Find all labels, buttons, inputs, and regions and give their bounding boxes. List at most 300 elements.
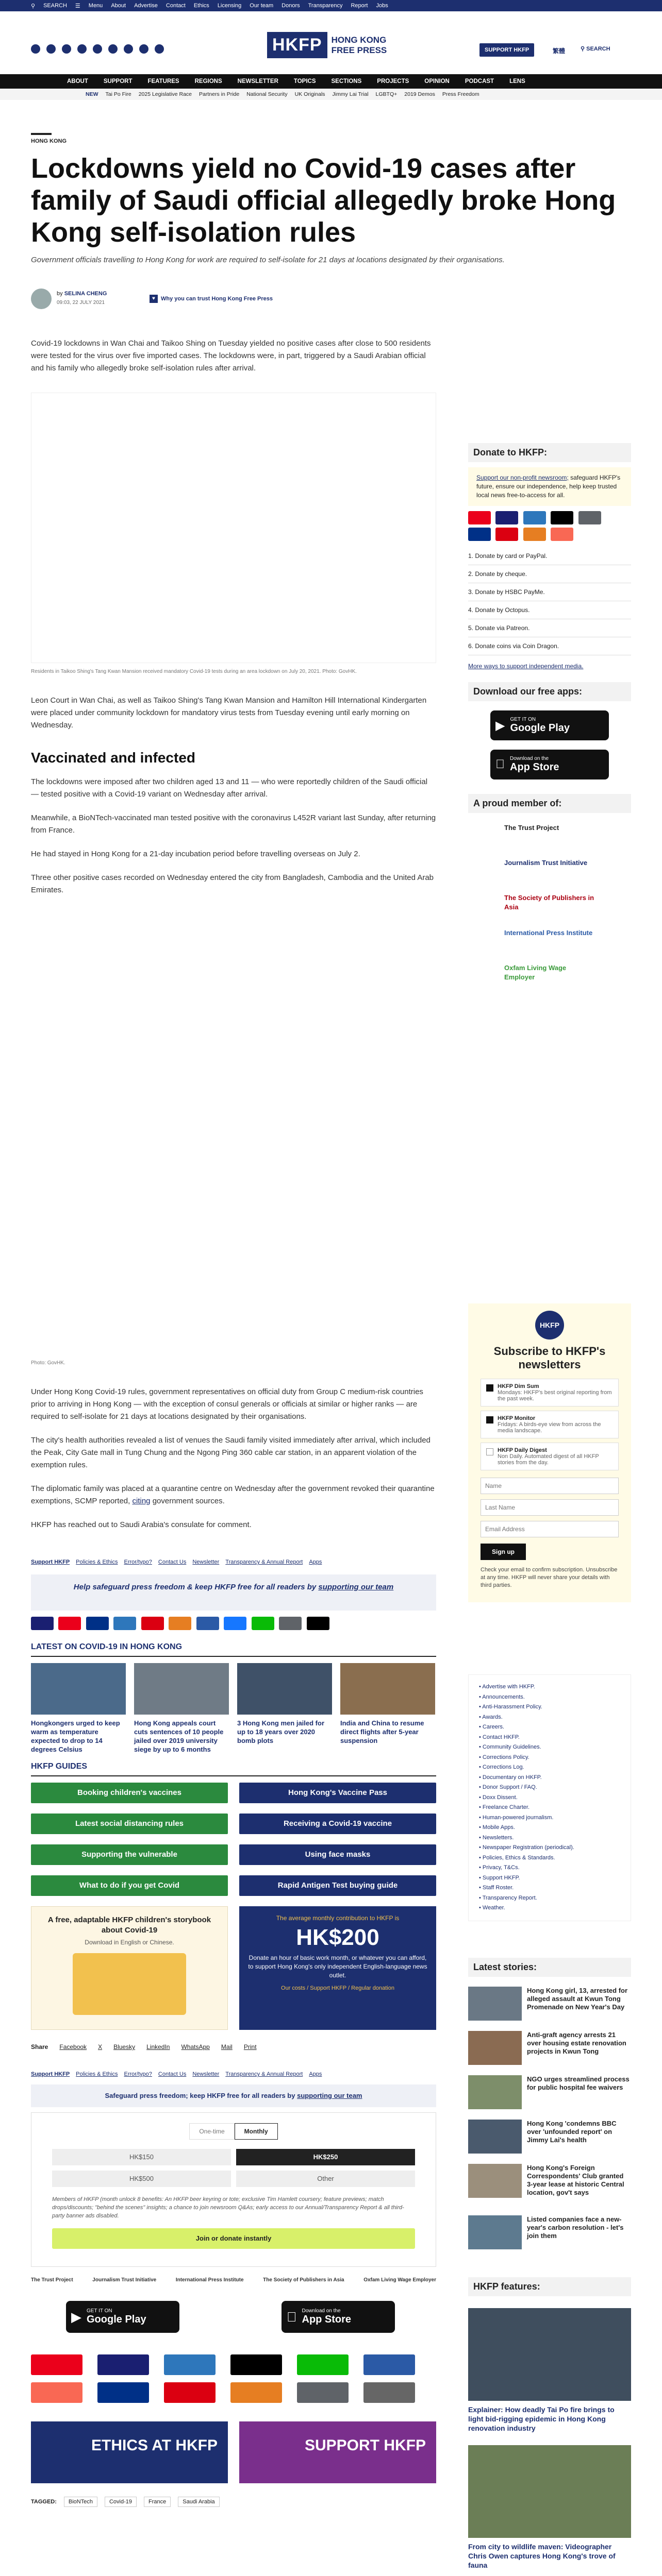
support-hkfp-button[interactable]: SUPPORT HKFP [479, 43, 534, 57]
story-title: 3 Hong Kong men jailed for up to 18 years over 2020 bomb plots [237, 1719, 325, 1744]
logo-mark: HKFP [267, 32, 327, 58]
new-badge: NEW [86, 91, 98, 97]
nav-item[interactable]: PODCAST [465, 78, 494, 84]
footer-link[interactable]: Contact Us [158, 2071, 187, 2077]
tag-chip[interactable]: France [144, 2497, 171, 2507]
article-date: 09:03, 22 JULY 2021 [57, 300, 105, 306]
latest-covid-heading: LATEST ON COVID-19 IN HONG KONG [31, 1642, 436, 1657]
article-body [31, 337, 436, 375]
story-thumbnail [468, 1987, 522, 2021]
latest-stories [468, 1987, 631, 2252]
linkedin-icon[interactable] [108, 44, 118, 54]
story-thumbnail [237, 1663, 332, 1715]
latest-story[interactable] [468, 2215, 631, 2252]
article-rule [31, 133, 52, 135]
google-play-button[interactable]: ▶ GET IT ON Google Play [66, 2301, 179, 2333]
footer-link[interactable]: Newsletter [192, 1559, 220, 1565]
section-heading: Vaccinated and infected [31, 750, 195, 766]
amount-option[interactable]: Other [236, 2171, 415, 2187]
top-utility-bar [0, 0, 662, 11]
story-title: Hong Kong appeals court cuts sentences of 10 people jailed over 2019 university siege by up to 6 months [134, 1719, 224, 1753]
main-nav [0, 74, 662, 89]
mastercard-icon [58, 1617, 81, 1630]
paragraph: Covid-19 lockdowns in Wan Chai and Taikoo Shing on Tuesday yielded no positive cases after close to 500 residents were tested for the virus over five imported cases. The lockdowns were, in part, triggered by a Saudi Arabian official and his family who allegedly broke self-isolation rules after arrival. [31, 339, 431, 372]
footer-member-logos [31, 2277, 436, 2283]
oxfam-logo[interactable]: Oxfam Living Wage Employer [504, 964, 567, 981]
sidebar-menu-list [479, 1682, 620, 1913]
frequency-tabs [52, 2123, 415, 2140]
article-photo-1 [31, 393, 436, 663]
story-title: Hong Kong girl, 13, arrested for alleged assault at Kwun Tong Promenade on New Year's Day [527, 1987, 628, 2011]
feature-title: From city to wildlife maven: Videographer Chris Owen captures Hong Kong's trove of fauna [468, 2543, 616, 2569]
amex-icon [523, 511, 546, 524]
sidebar-menu-link[interactable]: • Contact HKFP. [479, 1734, 520, 1740]
sidebar-menu-link[interactable]: • Freelance Charter. [479, 1804, 530, 1810]
newsletter-fine-print: Check your email to confirm subscription. Unsubscribe at any time. HKFP will never share your details with third parties. [481, 1567, 618, 1588]
trending-item[interactable]: 2019 Demos [404, 91, 435, 97]
amex-icon [113, 1617, 136, 1630]
story-thumbnail [468, 2215, 522, 2249]
jti-logo[interactable]: Journalism Trust Initiative [504, 859, 588, 867]
footer-link[interactable]: Policies & Ethics [76, 1559, 118, 1565]
story-card[interactable] [31, 1663, 126, 1754]
guide-button[interactable]: Booking children's vaccines [31, 1783, 228, 1803]
latest-story[interactable] [468, 2075, 631, 2112]
sidebar-menu-link[interactable]: • Newspaper Registration (periodical). [479, 1844, 574, 1851]
paragraph: The lockdowns were imposed after two children aged 13 and 11 — who were reportedly children of the Saudi official — tested positive with a Covid-19 variant on Wednesday after arrival. [31, 777, 428, 799]
ethics-banner[interactable]: ETHICS AT HKFP [31, 2421, 228, 2483]
sopa-logo[interactable]: The Society of Publishers in Asia [263, 2277, 344, 2283]
story-title: NGO urges streamlined process for public hospital fee waivers [527, 2075, 630, 2091]
payme-icon [164, 2382, 216, 2403]
gpay-icon [279, 1617, 302, 1630]
trending-item[interactable]: LGBTQ+ [375, 91, 398, 97]
newsletter-box [468, 1303, 631, 1602]
paragraph: The city's health authorities revealed a list of venues the Saudi family visited immediately after arrival, which included the Peak, City Gate mall in Tung Chung and the Ngong Ping 360 cable car station, in an apparent violation of the exemption rules. [31, 1436, 431, 1469]
paragraph: Leon Court in Wan Chai, as well as Taikoo Shing's Tang Kwan Mansion and Hamilton Hill International Kindergarten were placed under community lockdown for mandatory virus tests from Tuesday evening until early morning on Wednesday. [31, 696, 427, 730]
storybook-promo[interactable] [31, 1906, 228, 2030]
top-link[interactable]: Contact [166, 3, 186, 9]
footer-link[interactable]: Policies & Ethics [76, 2071, 118, 2077]
story-title: Hongkongers urged to keep warm as temperature expected to drop to 14 degrees Celsius [31, 1719, 120, 1753]
sidebar-menu-link[interactable]: • Corrections Log. [479, 1764, 524, 1770]
promo-sub: Download in English or Chinese. [85, 1939, 174, 1946]
amount-option-selected[interactable]: HK$250 [236, 2149, 415, 2165]
top-link[interactable]: Jobs [376, 3, 388, 9]
donate-method[interactable]: 6. Donate coins via Coin Dragon. [468, 637, 631, 655]
patreon-icon [31, 2382, 82, 2403]
story-card[interactable] [237, 1663, 332, 1754]
applepay-icon [307, 1617, 329, 1630]
octopus-icon [169, 1617, 191, 1630]
footer-link[interactable]: Transparency & Annual Report [225, 1559, 303, 1565]
promo-top: The average monthly contribution to HKFP is [276, 1914, 400, 1922]
paypal-icon [97, 2382, 149, 2403]
latest-story[interactable] [468, 2120, 631, 2157]
donate-method[interactable]: 1. Donate by card or PayPal. [468, 547, 631, 565]
checkbox-checked-icon[interactable] [486, 1416, 493, 1423]
instagram-icon[interactable] [62, 44, 71, 54]
nav-item[interactable]: FEATURES [147, 78, 179, 84]
paragraph: He had stayed in Hong Kong for a 21-day incubation period before travelling overseas on July 2. [31, 850, 360, 858]
newsletter-title: Subscribe to HKFP's newsletters [493, 1345, 606, 1371]
donate-method[interactable]: 3. Donate by HSBC PayMe. [468, 583, 631, 601]
top-link[interactable]: Report [351, 3, 368, 9]
newsletter-option[interactable]: HKFP Dim Sum Mondays: HKFP's best original reporting from the past week. [481, 1379, 619, 1406]
top-link[interactable]: Transparency [308, 3, 343, 9]
jti-logo[interactable]: Journalism Trust Initiative [92, 2277, 157, 2283]
paragraph: The diplomatic family was placed at a quarantine centre on Wednesday after the government revoked their quarantine exemptions, SCMP reported, citing government sources. [31, 1484, 435, 1505]
article-footer-links-2 [31, 2071, 436, 2077]
newsletter-logo: HKFP [535, 1311, 564, 1340]
nav-item[interactable]: LENS [509, 78, 525, 84]
trending-item[interactable]: Tai Po Fire [105, 91, 131, 97]
trending-bar [0, 89, 662, 100]
guide-button[interactable]: Receiving a Covid-19 vaccine [239, 1814, 436, 1834]
fps-icon [363, 2354, 415, 2375]
story-title: India and China to resume direct flights after 5-year suspension [340, 1719, 424, 1744]
share-print[interactable]: Print [243, 2043, 257, 2050]
sidebar-menu-link[interactable]: • Advertise with HKFP. [479, 1684, 535, 1690]
article-footer-links [31, 1559, 436, 1565]
sidebar-menu-link[interactable]: • Announcements. [479, 1693, 525, 1700]
trust-strip[interactable]: ♥ Why you can trust Hong Kong Free Press [150, 295, 273, 303]
nav-item[interactable]: REGIONS [194, 78, 222, 84]
latest-story[interactable] [468, 1987, 631, 2024]
ipi-logo[interactable]: International Press Institute [175, 2277, 244, 2283]
trust-project-logo[interactable]: The Trust Project [504, 824, 559, 832]
tab-one-time[interactable]: One-time [189, 2123, 234, 2140]
storybook-illustration [73, 1953, 186, 2015]
guides-grid [31, 1783, 436, 1896]
article-body [31, 1386, 436, 1531]
support-banner[interactable]: SUPPORT HKFP [239, 2421, 436, 2483]
story-thumbnail [31, 1663, 126, 1715]
donate-payment-logos [468, 511, 631, 542]
wechat-pay-icon [252, 1617, 274, 1630]
story-card[interactable] [134, 1663, 229, 1754]
paypal-icon [468, 528, 491, 541]
latest-story[interactable] [468, 2164, 631, 2208]
sidebar [468, 443, 631, 994]
apps-heading: Download our free apps: [468, 682, 631, 701]
payme-icon [495, 528, 518, 541]
mastercard-icon [468, 511, 491, 524]
share-whatsapp[interactable]: WhatsApp [181, 2043, 210, 2050]
amount-option[interactable]: HK$150 [52, 2149, 231, 2165]
nav-item[interactable]: PROJECTS [377, 78, 409, 84]
amex-icon [164, 2354, 216, 2375]
guide-button[interactable]: What to do if you get Covid [31, 1875, 228, 1896]
social-icons [31, 44, 164, 54]
bluesky-icon[interactable] [139, 44, 148, 54]
payment-logos [31, 1617, 436, 1632]
story-title: Hong Kong's Foreign Correspondents' Club granted 3-year lease at historic Central location, gov't says [527, 2164, 624, 2196]
donate-method[interactable]: 2. Donate by cheque. [468, 565, 631, 583]
features-list [468, 2308, 631, 2576]
share-mail[interactable]: Mail [221, 2043, 233, 2050]
visa-icon [31, 1617, 54, 1630]
sidebar-menu-link[interactable]: • Mobile Apps. [479, 1824, 515, 1831]
wechat-pay-icon [297, 2354, 349, 2375]
top-link[interactable]: Licensing [217, 3, 242, 9]
nav-item[interactable]: OPINION [424, 78, 450, 84]
search-icon[interactable]: ⚲ [31, 3, 36, 9]
story-thumbnail [468, 2075, 522, 2109]
payment-logos-2 [31, 2354, 436, 2403]
top-link[interactable]: Donors [282, 3, 300, 9]
guide-button[interactable]: Rapid Antigen Test buying guide [239, 1875, 436, 1896]
sidebar-menu-link[interactable]: • Doxx Dissent. [479, 1794, 518, 1801]
first-name-input[interactable] [481, 1478, 619, 1494]
patreon-icon [551, 528, 573, 541]
donate-widget [31, 2112, 436, 2267]
paypal-icon [86, 1617, 109, 1630]
donate-methods [468, 547, 631, 655]
google-play-button[interactable]: ▶ GET IT ON Google Play [490, 710, 609, 740]
feature-image [468, 2308, 631, 2401]
footer-link[interactable]: Support HKFP [31, 2071, 70, 2077]
promo-link[interactable]: Our costs / Support HKFP / Regular donation [281, 1985, 394, 1991]
trending-item[interactable]: 2025 Legislative Race [138, 91, 192, 97]
guide-button[interactable]: Supporting the vulnerable [31, 1844, 228, 1865]
newsletter-option[interactable]: HKFP Monitor Fridays: A birds-eye view from across the media landscape. [481, 1411, 619, 1438]
story-card[interactable] [340, 1663, 435, 1754]
footer-link[interactable]: Error/typo? [124, 1559, 152, 1565]
top-link[interactable]: Menu [88, 3, 103, 9]
sidebar-menu-link[interactable]: • Careers. [479, 1724, 505, 1730]
sidebar-menu-link[interactable]: • Awards. [479, 1714, 503, 1720]
promo-amount: HK$200 [296, 1925, 379, 1950]
top-link[interactable]: Our team [250, 3, 274, 9]
author-name[interactable]: SELINA CHENG [64, 291, 107, 297]
ipi-logo[interactable]: International Press Institute [504, 929, 593, 937]
contribution-promo[interactable] [239, 1906, 436, 2030]
story-thumbnail [468, 2120, 522, 2154]
language-switch[interactable]: 繁體 [553, 47, 566, 55]
sidebar-menu-link[interactable]: • Donor Support / FAQ. [479, 1784, 537, 1790]
latest-heading: Latest stories: [468, 1958, 631, 1977]
sidebar-menu-link[interactable]: • Weather. [479, 1905, 505, 1911]
telegram-icon[interactable] [93, 44, 102, 54]
support-team-link[interactable]: supporting our team [297, 2092, 362, 2099]
alipay-icon [224, 1617, 246, 1630]
promo-title: A free, adaptable HKFP children's storybook about Covid-19 [47, 1916, 211, 1935]
donate-link[interactable]: Support our non-profit newsroom; [476, 474, 569, 481]
join-donate-button[interactable]: Join or donate instantly [52, 2228, 415, 2249]
story-title: Listed companies face a new-year's carbon resolution - let's join them [527, 2215, 624, 2240]
promo-text: Donate an hour of basic work month, or whatever you can afford, to support Hong Kong's only independent English-language news outlet. [248, 1954, 427, 1979]
octopus-icon [230, 2382, 282, 2403]
checkbox-icon[interactable] [486, 1448, 493, 1455]
payme-icon [141, 1617, 164, 1630]
article-title: Lockdowns yield no Covid-19 cases after family of Saudi official allegedly broke Hong Kong self-isolation rules [31, 153, 616, 248]
newsletter-option[interactable]: HKFP Daily Digest Non Daily. Automated digest of all HKFP stories from the day. [481, 1443, 619, 1470]
member-heading: A proud member of: [468, 794, 631, 813]
mastercard-icon [31, 2354, 82, 2375]
tags-row [31, 2497, 436, 2507]
nav-item[interactable]: SECTIONS [331, 78, 362, 84]
footer-link[interactable]: Support HKFP [31, 1559, 70, 1565]
story-title: Anti-graft agency arrests 21 over housing estate renovation projects in Kwun Tong [527, 2031, 626, 2055]
paragraph: Meanwhile, a BioNTech-vaccinated man tested positive with the coronavirus L452R variant last Sunday, after returning from France. [31, 814, 436, 835]
top-link[interactable]: SEARCH [43, 3, 67, 9]
visa-icon [495, 511, 518, 524]
guide-button[interactable]: Hong Kong's Vaccine Pass [239, 1783, 436, 1803]
sidebar-menu-link[interactable]: • Documentary on HKFP. [479, 1774, 542, 1781]
article-kicker[interactable]: HONG KONG [31, 138, 67, 144]
membership-note: Members of HKFP (month unlock 8 benefits: An HKFP beer keyring or tote; exclusive Tim Hamlett coursery; feature previews; match drops/discounts; "behind the scenes" insights; a chance to join newsroom Q&As; early access to our Annual/Transparency Report & all third-party banner ads disabled. [52, 2196, 404, 2219]
donate-method[interactable]: 5. Donate via Patreon. [468, 619, 631, 637]
gpay-icon [297, 2382, 349, 2403]
app-store-button[interactable]: Download on the App Store [490, 750, 609, 779]
donate-widget-banner: Safeguard press freedom; keep HKFP free for all readers by supporting our team [31, 2084, 436, 2107]
story-thumbnail [468, 2031, 522, 2065]
visa-icon [97, 2354, 149, 2375]
tags-label: TAGGED: [31, 2499, 57, 2505]
gpay-icon [578, 511, 601, 524]
trending-item[interactable]: Partners in Pride [199, 91, 240, 97]
octopus-icon [523, 528, 546, 541]
signup-button[interactable]: Sign up [481, 1544, 526, 1560]
paragraph: Under Hong Kong Covid-19 rules, government representatives on official duty from Group C medium-risk countries prior to arriving in Hong Kong — with the exception of consul generals or officials at similar or higher ranks — are required to self-isolate for 21 days at locations designated by their organisations. [31, 1387, 423, 1421]
sidebar-menu-link[interactable]: • Newsletters. [479, 1834, 514, 1841]
photo-caption: Photo: GovHK. [31, 1360, 65, 1366]
tag-chip[interactable]: Covid-19 [105, 2497, 137, 2507]
top-link[interactable]: Advertise [134, 3, 158, 9]
tab-monthly[interactable]: Monthly [235, 2123, 278, 2140]
share-label: Share [31, 2043, 48, 2050]
search-link[interactable]: ⚲ SEARCH [581, 46, 610, 52]
footer-link[interactable]: Error/typo? [124, 2071, 152, 2077]
applepay-icon [230, 2354, 282, 2375]
feature-story[interactable] [468, 2308, 631, 2437]
footer-link[interactable]: Apps [309, 2071, 322, 2077]
member-logos [468, 813, 631, 994]
google-play-icon: ▶ [71, 2309, 81, 2325]
feature-story[interactable] [468, 2445, 631, 2574]
footer-link[interactable]: Transparency & Annual Report [225, 2071, 303, 2077]
nav-item[interactable]: ABOUT [67, 78, 88, 84]
sidebar-menu-link[interactable]: • Human-powered journalism. [479, 1814, 554, 1821]
share-bluesky[interactable]: Bluesky [113, 2043, 136, 2050]
nav-item[interactable]: TOPICS [293, 78, 316, 84]
paragraph: Three other positive cases recorded on Wednesday entered the city from Bangladesh, Cambodia and the United Arab Emirates. [31, 873, 434, 894]
sopa-logo[interactable]: The Society of Publishers in Asia [504, 894, 594, 911]
google-play-icon: ▶ [495, 718, 505, 733]
amount-option[interactable]: HK$500 [52, 2171, 231, 2187]
logo-text: HONG KONG FREE PRESS [331, 35, 387, 55]
latest-story[interactable] [468, 2031, 631, 2068]
story-thumbnail [340, 1663, 435, 1715]
sidebar-menu-link[interactable]: • Staff Roster. [479, 1885, 514, 1891]
trending-item[interactable]: National Security [246, 91, 288, 97]
donate-method[interactable]: 4. Donate by Octopus. [468, 601, 631, 619]
sidebar-menu-link[interactable]: • Transparency Report. [479, 1894, 537, 1901]
sidebar-menu [468, 1674, 631, 1921]
support-team-link[interactable]: supporting our team [318, 1583, 394, 1591]
search-icon: ⚲ [581, 46, 585, 52]
youtube-icon[interactable] [77, 44, 87, 54]
apple-icon [287, 2309, 297, 2325]
fps-icon [196, 1617, 219, 1630]
trending-item[interactable]: Jimmy Lai Trial [332, 91, 369, 97]
sidebar-menu-link[interactable]: • Community Guidelines. [479, 1744, 541, 1750]
oxfam-logo[interactable]: Oxfam Living Wage Employer [363, 2277, 436, 2283]
footer-link[interactable]: Contact Us [158, 1559, 187, 1565]
threads-icon[interactable] [124, 44, 133, 54]
sidebar-menu-link[interactable]: • Policies, Ethics & Standards. [479, 1854, 555, 1861]
nav-item[interactable]: SUPPORT [103, 78, 133, 84]
guide-button[interactable]: Latest social distancing rules [31, 1814, 228, 1834]
amount-grid [52, 2149, 415, 2187]
story-thumbnail [468, 2164, 522, 2198]
sidebar-menu-link[interactable]: • Privacy, T&Cs. [479, 1865, 520, 1871]
author-line: by SELINA CHENG [57, 291, 107, 297]
x-icon[interactable] [46, 44, 56, 54]
site-logo[interactable] [267, 32, 387, 58]
share-linkedin[interactable]: LinkedIn [146, 2043, 170, 2050]
sidebar-menu-link[interactable]: • Corrections Policy. [479, 1754, 529, 1760]
citing-link[interactable]: citing [132, 1497, 151, 1505]
checkbox-checked-icon[interactable] [486, 1384, 493, 1392]
article-standfirst: Government officials travelling to Hong Kong for work are required to self-isolate for 21 days at locations designated by their organisations. [31, 256, 505, 264]
applepay-icon [551, 511, 573, 524]
top-link[interactable]: Ethics [193, 3, 209, 9]
share-facebook[interactable]: Facebook [59, 2043, 87, 2050]
rss-icon[interactable] [155, 44, 164, 54]
trending-item[interactable]: Press Freedom [442, 91, 479, 97]
donate-box: Support our non-profit newsroom; safeguard HKFP's future, ensure our independence, help keep trusted local news free-to-access for all. [468, 467, 631, 506]
article-body [31, 694, 436, 896]
guides-heading: HKFP GUIDES [31, 1762, 436, 1776]
trending-item[interactable]: UK Originals [294, 91, 325, 97]
story-thumbnail [134, 1663, 229, 1715]
feature-image [468, 2445, 631, 2538]
facebook-icon[interactable] [31, 44, 40, 54]
site-header [0, 11, 662, 74]
email-input[interactable] [481, 1521, 619, 1537]
heart-icon: ♥ [150, 295, 158, 303]
latest-covid-grid [31, 1663, 436, 1754]
donate-heading: Donate to HKFP: [468, 443, 631, 462]
trust-project-logo[interactable]: The Trust Project [31, 2277, 73, 2283]
top-link[interactable]: About [111, 3, 126, 9]
footer-link[interactable]: Newsletter [192, 2071, 220, 2077]
photo-caption: Residents in Taikoo Shing's Tang Kwan Mansion received mandatory Covid-19 tests during an area lockdown on July 20, 2021. Photo: GovHK. [31, 669, 357, 674]
author-avatar [31, 289, 52, 309]
app-store-button[interactable]: Download on the App Store [282, 2301, 395, 2333]
paragraph: HKFP has reached out to Saudi Arabia's consulate for comment. [31, 1520, 252, 1529]
bank-icon [363, 2382, 415, 2403]
footer-link[interactable]: Apps [309, 1559, 322, 1565]
feature-title: Explainer: How deadly Tai Po fire brings to light bid-rigging epidemic in Hong Kong renovation industry [468, 2405, 615, 2432]
tag-chip[interactable]: Saudi Arabia [178, 2497, 219, 2507]
sidebar-menu-link[interactable]: • Anti-Harassment Policy. [479, 1704, 542, 1710]
share-x[interactable]: X [98, 2043, 103, 2050]
tag-chip[interactable]: BioNTech [64, 2497, 97, 2507]
menu-icon[interactable]: ☰ [75, 3, 80, 9]
features-heading: HKFP features: [468, 2277, 631, 2296]
apple-icon [495, 757, 505, 772]
guide-button[interactable]: Using face masks [239, 1844, 436, 1865]
more-ways-link[interactable]: More ways to support independent media. [468, 663, 584, 670]
share-row [31, 2043, 436, 2050]
story-title: Hong Kong 'condemns BBC over 'unfounded report' on Jimmy Lai's health [527, 2120, 617, 2144]
nav-item[interactable]: NEWSLETTER [237, 78, 278, 84]
sidebar-menu-link[interactable]: • Support HKFP. [479, 1874, 520, 1881]
last-name-input[interactable] [481, 1499, 619, 1516]
